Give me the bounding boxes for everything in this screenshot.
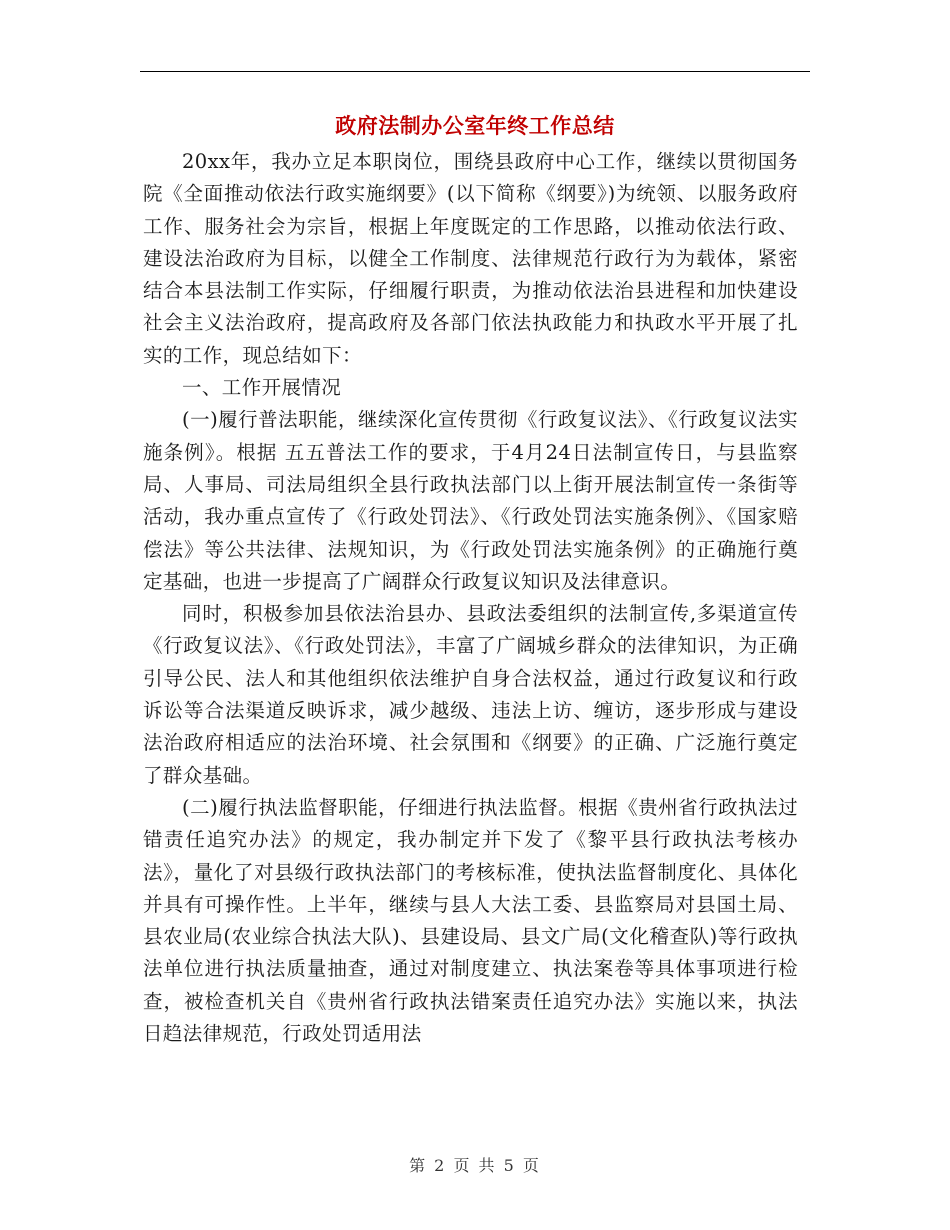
intro-paragraph: 20xx年，我办立足本职岗位，围绕县政府中心工作，继续以贯彻国务院《全面推动依法行政实施纲要》(以下简称《纲要》)为统领、以服务政府工作、服务社会为宗旨，根据上年度既定的工作思路，以推动依法行政、建设法治政府为目标，以健全工作制度、法律规范行政行为为载体，紧密结合本县法制工作实际，仔细履行职责，为推动依法治县进程和加快建设社会主义法治政府，提高政府及各部门依法执政能力和执政水平开展了扎实的工作，现总结如下：: [143, 150, 798, 367]
document-body: [143, 146, 798, 1050]
paragraph-legal-publicity: (一)履行普法职能，继续深化宣传贯彻《行政复议法》、《行政复议法实施条例》。根据 五五普法工作的要求，于4月24日法制宣传日，与县监察局、人事局、司法局组织全县行政执法部门以上街开展法制宣传一条街等活动，我办重点宣传了《行政处罚法》、《行政处罚法实施条例》、《国家赔偿法》等公共法律、法规知识，为《行政处罚法实施条例》的正确施行奠定基础，也进一步提高了广阔群众行政复议知识及法律意识。: [143, 408, 798, 593]
header-rule: [140, 71, 810, 72]
paragraph-multi-channel-publicity: 同时，积极参加县依法治县办、县政法委组织的法制宣传,多渠道宣传《行政复议法》、《行政处罚法》，丰富了广阔城乡群众的法律知识，为正确引导公民、法人和其他组织依法维护自身合法权益，通过行政复议和行政诉讼等合法渠道反映诉求，减少越级、违法上访、缠访，逐步形成与建设法治政府相适应的法治环境、社会氛围和《纲要》的正确、广泛施行奠定了群众基础。: [143, 602, 798, 787]
document-title: 政府法制办公室年终工作总结: [335, 113, 615, 138]
section-heading: 一、工作开展情况: [182, 376, 342, 400]
page-number: 第 2 页 共 5 页: [409, 1156, 541, 1175]
paragraph-enforcement-supervision: (二)履行执法监督职能，仔细进行执法监督。根据《贵州省行政执法过错责任追究办法》的规定，我办制定并下发了《黎平县行政执法考核办法》，量化了对县级行政执法部门的考核标准，使执法监督制度化、具体化并具有可操作性。上半年，继续与县人大法工委、县监察局对县国土局、县农业局(农业综合执法大队)、县建设局、县文广局(文化稽查队)等行政执法单位进行执法质量抽查，通过对制度建立、执法案卷等具体事项进行检查，被检查机关自《贵州省行政执法错案责任追究办法》实施以来，执法日趋法律规范，行政处罚适用法: [143, 795, 798, 1046]
